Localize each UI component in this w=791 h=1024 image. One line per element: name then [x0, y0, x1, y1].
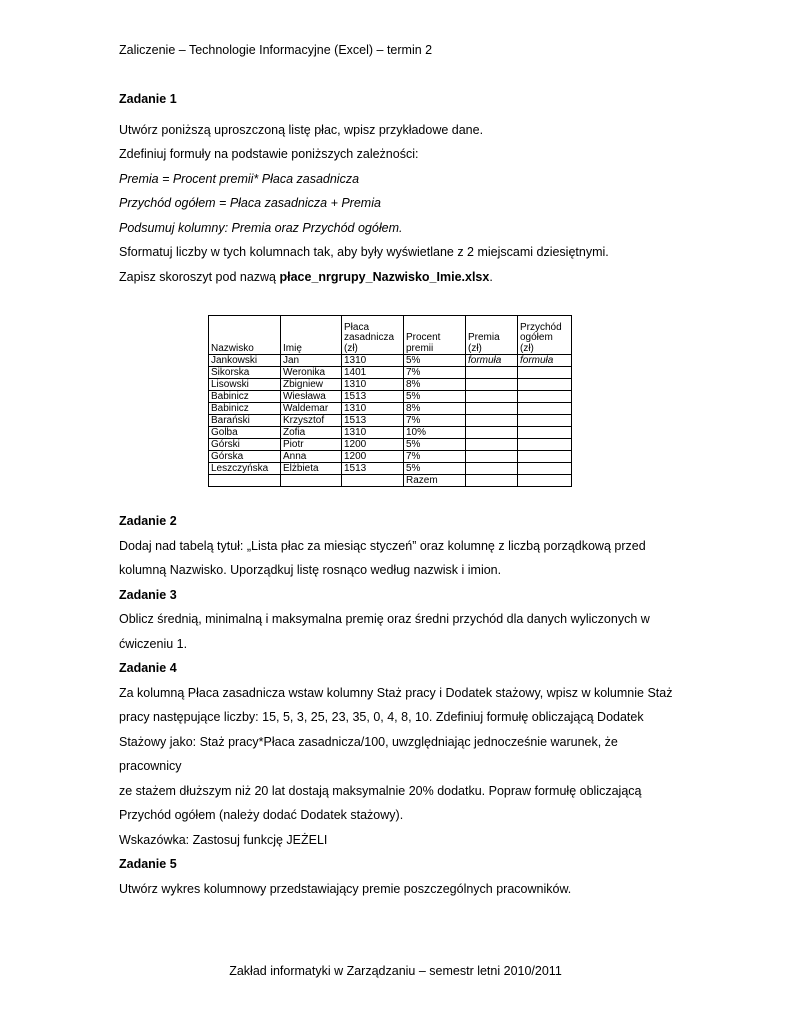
table-cell: 5%	[404, 439, 466, 451]
table-cell	[518, 379, 572, 391]
header-imie: Imię	[281, 316, 342, 355]
task-2-line-2: kolumną Nazwisko. Uporządkuj listę rosnąco według nazwisk i imion.	[119, 563, 502, 577]
task-1-formula-premia: Premia = Procent premii* Płaca zasadnicza	[119, 171, 360, 186]
table-cell: Górski	[209, 439, 281, 451]
table-cell: 8%	[404, 403, 466, 415]
table-cell: 1200	[342, 451, 404, 463]
save-dot: .	[489, 269, 493, 284]
task-5-line-1: Utwórz wykres kolumnowy przedstawiający premie poszczególnych pracowników.	[119, 881, 572, 896]
task-4-line-1: Za kolumną Płaca zasadnicza wstaw kolumny Staż pracy i Dodatek stażowy, wpisz w kolumnie Staż	[119, 685, 673, 700]
table-cell	[209, 475, 281, 487]
table-cell	[466, 451, 518, 463]
table-cell: 5%	[404, 463, 466, 475]
table-cell: 5%	[404, 355, 466, 367]
table-cell	[466, 367, 518, 379]
table-cell	[466, 391, 518, 403]
table-row	[209, 355, 572, 367]
table-row	[209, 475, 572, 487]
header-procent: Procent premii	[404, 316, 466, 355]
task-4-line-3: Stażowy jako: Staż pracy*Płaca zasadnicza/100, uwzględniając jednocześnie warunek, że pracownicy	[119, 734, 618, 773]
task-4-line-5: Przychód ogółem (należy dodać Dodatek stażowy).	[119, 808, 404, 822]
table-cell: Zbigniew	[281, 379, 342, 391]
header-placa: Płaca zasadnicza (zł)	[342, 316, 404, 355]
task-5-title: Zadanie 5	[119, 857, 177, 871]
table-cell: formuła	[466, 355, 518, 367]
table-cell: Razem	[404, 475, 466, 487]
task-3-line-2: ćwiczeniu 1.	[119, 636, 188, 651]
table-cell: Lisowski	[209, 379, 281, 391]
payroll-table	[208, 315, 572, 487]
task-3-line-1: Oblicz średnią, minimalną i maksymalna premię oraz średni przychód dla danych wyliczonych w	[119, 612, 650, 626]
table-cell: Babinicz	[209, 403, 281, 415]
table-row	[209, 451, 572, 463]
table-cell: 7%	[404, 367, 466, 379]
table-cell: 1513	[342, 415, 404, 427]
task-4-line-2: pracy następujące liczby: 15, 5, 3, 25, 23, 35, 0, 4, 8, 10. Zdefiniuj formułę obliczającą Dodatek	[119, 710, 644, 724]
task-4-line-4: ze stażem dłuższym niż 20 lat dostają maksymalnie 20% dodatku. Popraw formułę obliczającą	[119, 783, 642, 798]
table-row	[209, 367, 572, 379]
document-body	[119, 87, 679, 901]
task-1-format-instruction: Sformatuj liczby w tych kolumnach tak, aby były wyświetlane z 2 miejscami dziesiętnymi.	[119, 245, 609, 259]
task-4-title: Zadanie 4	[119, 661, 177, 675]
table-row	[209, 415, 572, 427]
task-3-title: Zadanie 3	[119, 587, 177, 602]
header-premia: Premia (zł)	[466, 316, 518, 355]
task-1-sum-instruction: Podsumuj kolumny: Premia oraz Przychód ogółem.	[119, 220, 403, 235]
table-cell	[466, 427, 518, 439]
page-footer: Zakład informatyki w Zarządzaniu – semestr letni 2010/2011	[229, 964, 562, 978]
table-cell: Leszczyńska	[209, 463, 281, 475]
table-cell	[518, 367, 572, 379]
table-cell: Anna	[281, 451, 342, 463]
table-row	[209, 391, 572, 403]
table-row	[209, 403, 572, 415]
table-cell	[518, 475, 572, 487]
table-cell: 7%	[404, 451, 466, 463]
table-cell: 5%	[404, 391, 466, 403]
table-row	[209, 439, 572, 451]
table-cell: 1310	[342, 355, 404, 367]
table-cell	[466, 415, 518, 427]
table-cell	[342, 475, 404, 487]
table-cell	[518, 439, 572, 451]
table-cell	[518, 403, 572, 415]
table-cell: 1200	[342, 439, 404, 451]
table-cell: 1513	[342, 391, 404, 403]
table-cell: 1401	[342, 367, 404, 379]
table-cell: 1513	[342, 463, 404, 475]
table-row	[209, 427, 572, 439]
task-1-line-1: Utwórz poniższą uproszczoną listę płac, wpisz przykładowe dane.	[119, 122, 484, 137]
header-przychod: Przychód ogółem (zł)	[518, 316, 572, 355]
table-cell: Piotr	[281, 439, 342, 451]
table-cell	[518, 391, 572, 403]
table-cell: Krzysztof	[281, 415, 342, 427]
table-cell	[518, 427, 572, 439]
header-nazwisko: Nazwisko	[209, 316, 281, 355]
table-header-row	[209, 316, 572, 355]
table-cell	[466, 475, 518, 487]
table-cell: Wiesława	[281, 391, 342, 403]
table-row	[209, 463, 572, 475]
task-2-line-1: Dodaj nad tabelą tytuł: „Lista płac za miesiąc styczeń” oraz kolumnę z liczbą porządkową przed	[119, 538, 646, 553]
table-cell: 1310	[342, 427, 404, 439]
table-cell	[466, 439, 518, 451]
table-cell: Barański	[209, 415, 281, 427]
save-text: Zapisz skoroszyt pod nazwą	[119, 269, 280, 284]
table-cell: formuła	[518, 355, 572, 367]
task-1-title: Zadanie 1	[119, 92, 177, 106]
table-cell: Górska	[209, 451, 281, 463]
table-cell	[518, 463, 572, 475]
save-filename: płace_nrgrupy_Nazwisko_Imie.xlsx	[279, 269, 490, 284]
table-cell	[518, 451, 572, 463]
payroll-table-wrapper	[208, 315, 679, 487]
table-cell	[518, 415, 572, 427]
table-cell: Elżbieta	[281, 463, 342, 475]
table-cell: Waldemar	[281, 403, 342, 415]
table-cell: Weronika	[281, 367, 342, 379]
table-cell: Golba	[209, 427, 281, 439]
table-cell: 7%	[404, 415, 466, 427]
task-2-title: Zadanie 2	[119, 514, 177, 528]
table-cell	[466, 379, 518, 391]
table-cell: 10%	[404, 427, 466, 439]
table-cell: 1310	[342, 379, 404, 391]
table-cell	[466, 463, 518, 475]
table-cell	[466, 403, 518, 415]
table-cell: Jan	[281, 355, 342, 367]
task-1-line-2: Zdefiniuj formuły na podstawie poniższych zależności:	[119, 147, 419, 161]
table-cell: 1310	[342, 403, 404, 415]
task-1-formula-przychod: Przychód ogółem = Płaca zasadnicza + Premia	[119, 196, 381, 210]
table-cell: Jankowski	[209, 355, 281, 367]
table-row	[209, 379, 572, 391]
table-cell: Zofia	[281, 427, 342, 439]
task-1-save-instruction	[119, 265, 679, 290]
table-cell	[281, 475, 342, 487]
table-cell: Sikorska	[209, 367, 281, 379]
table-cell: 8%	[404, 379, 466, 391]
page-header: Zaliczenie – Technologie Informacyjne (Excel) – termin 2	[119, 43, 433, 57]
task-4-hint: Wskazówka: Zastosuj funkcję JEŻELI	[119, 832, 328, 847]
table-cell: Babinicz	[209, 391, 281, 403]
